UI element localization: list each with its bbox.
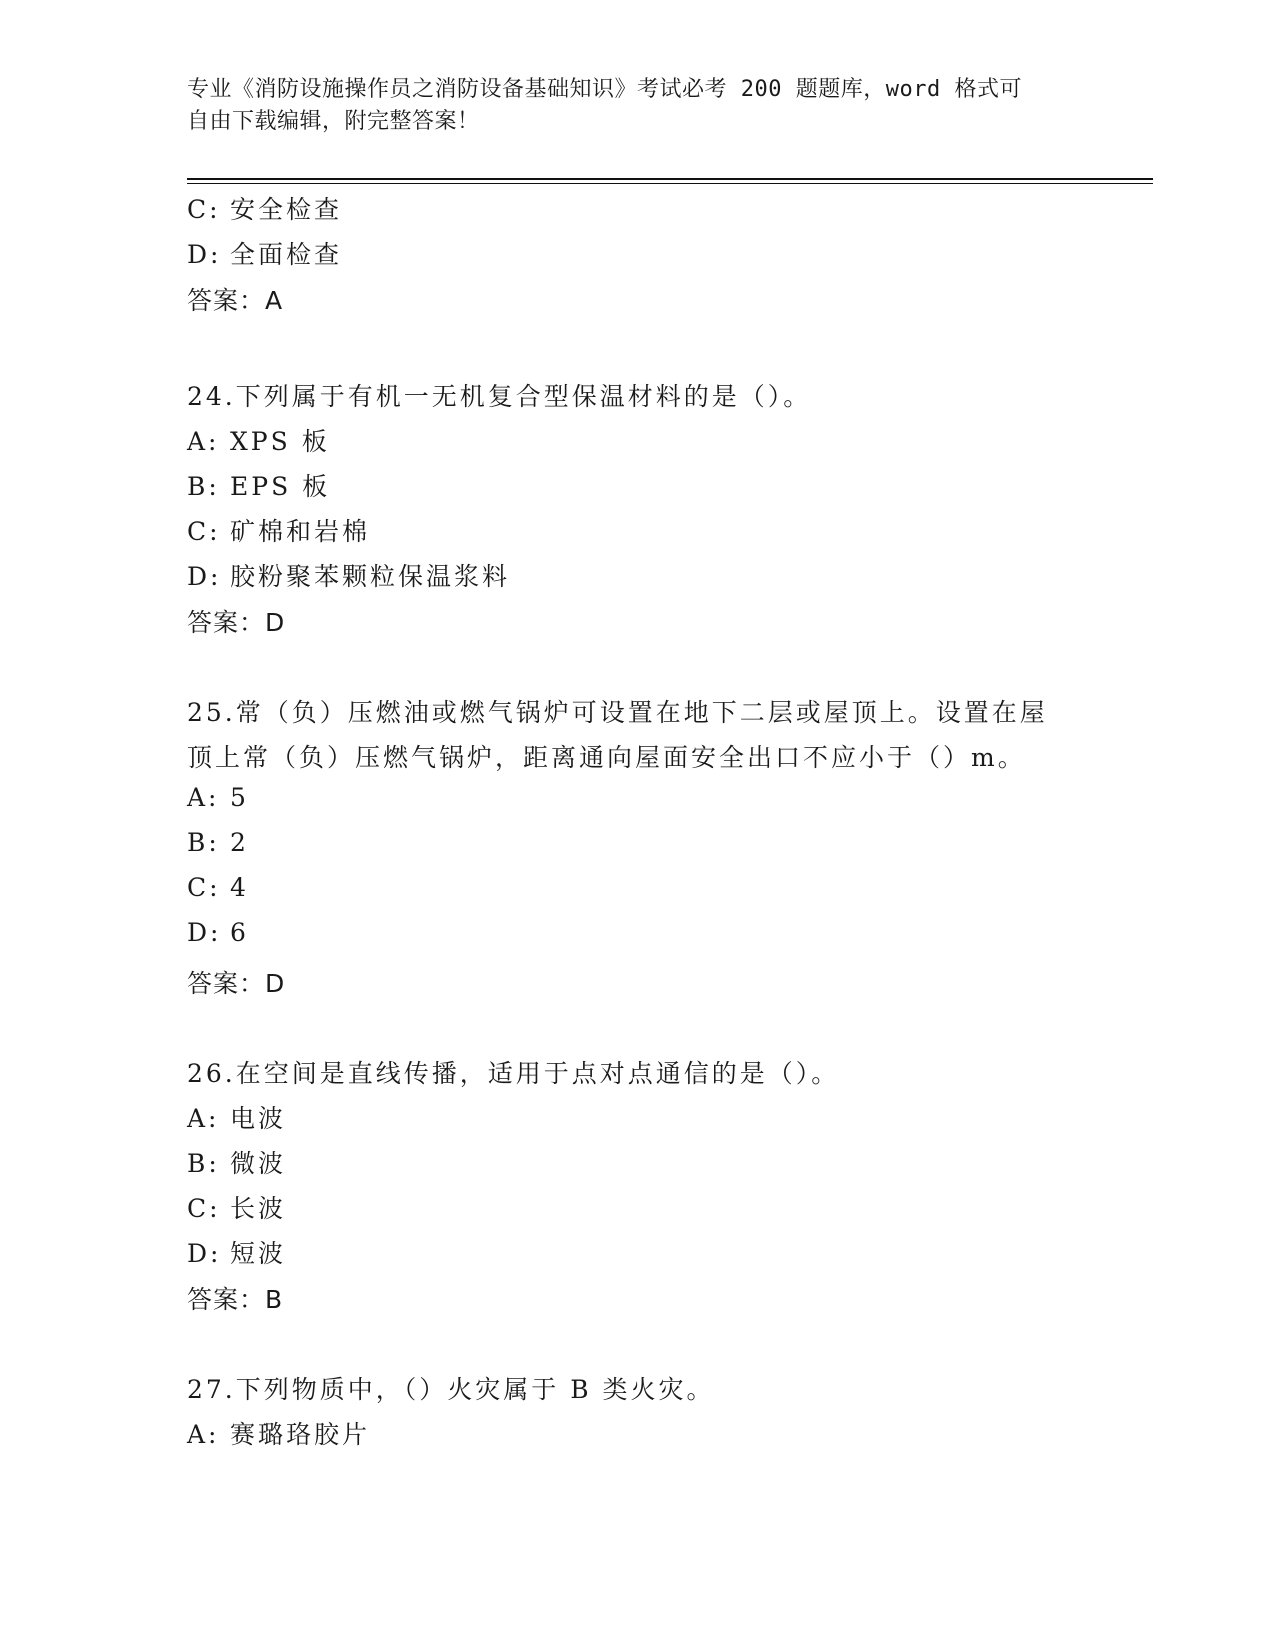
option-text: 赛璐珞胶片	[230, 1420, 371, 1449]
question-25-stem-line-1: 25.常（负）压燃油或燃气锅炉可设置在地下二层或屋顶上。设置在屋	[187, 698, 1048, 727]
option-label: C:	[187, 517, 221, 546]
document-header	[187, 74, 1087, 138]
option-text: 全面检查	[230, 240, 343, 269]
option-a	[187, 422, 330, 458]
option-label: B:	[187, 472, 220, 501]
answer-line: 答案：B	[187, 1285, 284, 1314]
option-text: 6	[230, 918, 249, 947]
option-c	[187, 1189, 286, 1225]
option-c	[187, 873, 249, 902]
option-label: A:	[187, 427, 220, 456]
option-label: D:	[187, 1239, 222, 1268]
answer-line: 答案：D	[187, 969, 286, 998]
option-label: A:	[187, 1420, 220, 1449]
option-d	[187, 918, 249, 947]
option-text: 电波	[230, 1104, 287, 1133]
option-c	[187, 512, 370, 548]
option-text: 5	[230, 783, 249, 812]
option-label: B:	[187, 828, 220, 857]
header-divider-thick	[187, 178, 1153, 180]
option-text: 短波	[230, 1239, 287, 1268]
option-text: 安全检查	[230, 195, 343, 224]
option-label: A:	[187, 783, 220, 812]
option-a	[187, 1099, 286, 1135]
option-d	[187, 557, 510, 593]
option-text: 矿棉和岩棉	[230, 517, 371, 546]
header-divider-thin	[187, 183, 1153, 184]
option-d	[187, 235, 342, 271]
option-b	[187, 828, 249, 857]
option-label: D:	[187, 562, 222, 591]
header-line-2: 自由下载编辑，附完整答案！	[187, 109, 480, 134]
option-label: D:	[187, 240, 222, 269]
question-26-stem: 26.在空间是直线传播，适用于点对点通信的是（）。	[187, 1059, 840, 1088]
option-text: 胶粉聚苯颗粒保温浆料	[230, 562, 511, 591]
option-label: C:	[187, 1194, 221, 1223]
option-d	[187, 1234, 286, 1270]
option-label: C:	[187, 195, 221, 224]
answer-line: 答案：D	[187, 608, 286, 637]
answer-line: 答案：A	[187, 286, 284, 315]
question-25-stem-line-2: 顶上常（负）压燃气锅炉，距离通向屋面安全出口不应小于（）m。	[187, 743, 1026, 772]
question-24-stem: 24.下列属于有机一无机复合型保温材料的是（）。	[187, 382, 812, 411]
option-text: 4	[230, 873, 249, 902]
option-b	[187, 467, 330, 503]
option-label: D:	[187, 918, 222, 947]
option-text: 长波	[230, 1194, 287, 1223]
header-line-1: 专业《消防设施操作员之消防设备基础知识》考试必考 200 题题库，word 格式可	[187, 77, 1022, 102]
option-a	[187, 783, 249, 812]
option-text: XPS 板	[230, 427, 330, 456]
option-label: B:	[187, 1149, 220, 1178]
option-label: C:	[187, 873, 221, 902]
option-label: A:	[187, 1104, 220, 1133]
question-27-stem: 27.下列物质中，（）火灾属于 B 类火灾。	[187, 1375, 715, 1404]
option-b	[187, 1144, 286, 1180]
option-text: EPS 板	[230, 472, 331, 501]
option-c	[187, 190, 342, 226]
option-text: 微波	[230, 1149, 287, 1178]
option-text: 2	[230, 828, 249, 857]
option-a	[187, 1415, 370, 1451]
